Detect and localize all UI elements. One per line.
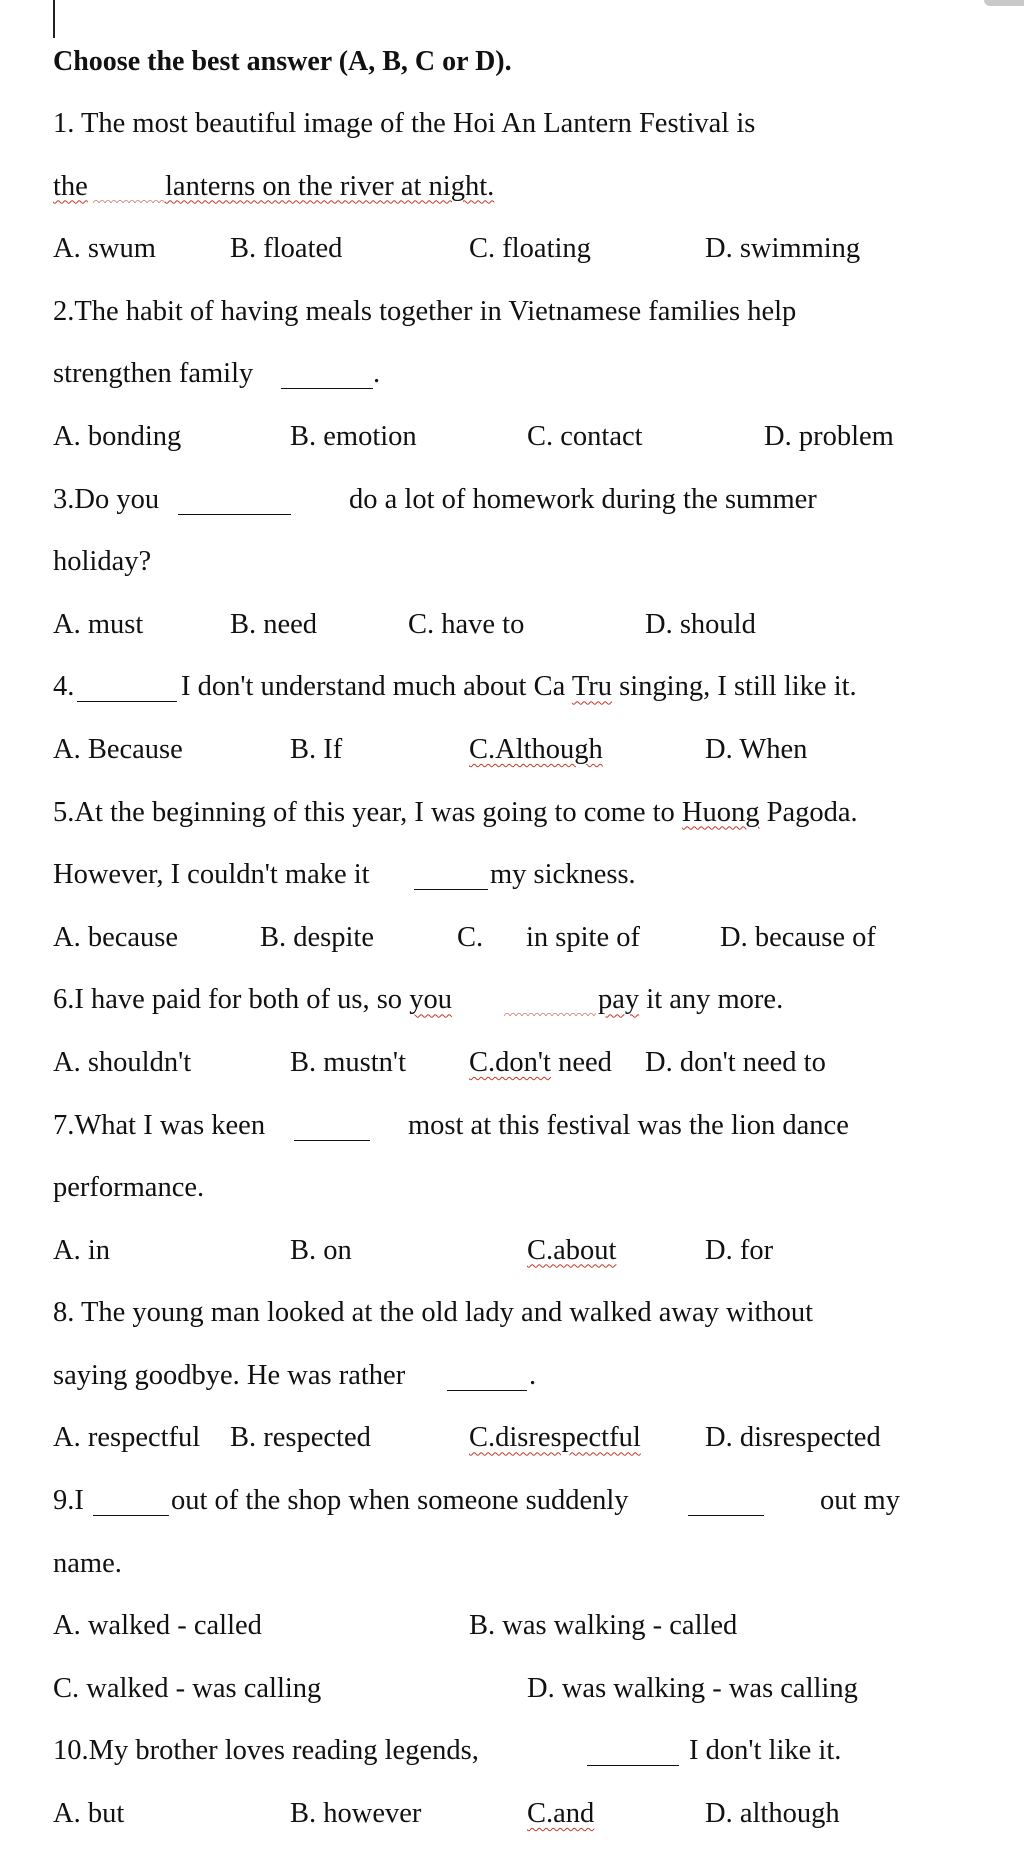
question-9-options-row-1 [53,1606,993,1669]
question-1-line-2: the lanterns on the river at night. [53,167,993,230]
answer-blank[interactable] [587,1731,679,1766]
option-a[interactable]: A. shouldn't [53,1046,192,1078]
option-d[interactable]: D. swimming [705,233,861,265]
option-d[interactable]: D. don't need to [645,1046,826,1078]
window-corner [984,0,1024,6]
question-2-line-1: 2.The habit of having meals together in Vietnamese families help [53,295,797,327]
answer-blank[interactable] [504,980,596,1014]
option-a[interactable]: A. respectful [53,1422,201,1454]
question-4-options [53,730,993,793]
option-c[interactable]: C. walked - was calling [53,1672,322,1704]
option-a[interactable]: A. swum [53,233,156,265]
option-b[interactable]: B. on [290,1234,352,1266]
text-cursor [53,0,55,38]
option-c[interactable]: C.Although [469,733,603,765]
option-d[interactable]: D. was walking - was calling [527,1672,858,1704]
question-9-line-1: 9.I out of the shop when someone suddenly out my [53,1481,993,1544]
question-8-options [53,1418,993,1481]
option-d[interactable]: D. disrespected [705,1422,881,1454]
option-a[interactable]: A. because [53,921,179,953]
option-a[interactable]: A. Because [53,733,183,765]
option-d[interactable]: D. should [645,608,756,640]
question-10-line-1: 10.My brother loves reading legends, I don't like it. [53,1731,993,1794]
question-5-line-1: 5.At the beginning of this year, I was going to come to Huong Pagoda. [53,796,858,828]
option-c[interactable]: C.about [527,1234,617,1266]
answer-blank[interactable] [178,480,291,515]
option-b[interactable]: B. need [230,608,318,640]
question-5-line-2: However, I couldn't make it my sickness. [53,855,993,918]
answer-blank[interactable] [414,855,488,890]
worksheet [53,42,993,1857]
question-5-options [53,918,993,981]
question-1-line-1: 1. The most beautiful image of the Hoi An Lantern Festival is [53,108,756,139]
option-c[interactable]: C.and [527,1798,595,1830]
option-a[interactable]: A. in [53,1234,110,1266]
option-b[interactable]: B. emotion [290,420,417,452]
option-b[interactable]: B. floated [230,233,343,265]
option-c-letter[interactable]: C. [457,921,484,953]
option-c[interactable]: C.disrespectful [469,1422,641,1454]
option-d[interactable]: D. When [705,733,808,765]
question-3-line-2: holiday? [53,546,152,578]
option-d[interactable]: D. because of [720,921,876,953]
question-6-options [53,1043,993,1106]
question-8-line-1: 8. The young man looked at the old lady and walked away without [53,1297,814,1329]
question-10-options [53,1794,993,1857]
question-2-options [53,417,993,480]
option-a[interactable]: A. walked - called [53,1610,262,1642]
option-a[interactable]: A. but [53,1798,125,1830]
question-7-line-2: performance. [53,1172,205,1204]
option-d[interactable]: D. problem [764,420,894,452]
question-8-line-2: saying goodbye. He was rather . [53,1356,993,1419]
question-1-options [53,229,993,292]
option-c[interactable]: in spite of [526,921,640,953]
option-c[interactable]: C. have to [408,608,525,640]
option-d[interactable]: D. for [705,1234,774,1266]
option-b[interactable]: B. however [290,1798,422,1830]
answer-blank[interactable] [294,1106,370,1141]
question-2-line-2: strengthen family . [53,354,993,417]
answer-blank[interactable] [93,167,165,201]
option-c[interactable]: C. contact [527,420,643,452]
option-b[interactable]: B. despite [260,921,374,953]
option-c[interactable]: C.don't need [469,1046,612,1078]
option-a[interactable]: A. must [53,608,144,640]
option-b[interactable]: B. was walking - called [469,1610,738,1642]
question-6-line-1: 6.I have paid for both of us, so you pay it any more. [53,980,993,1043]
option-c[interactable]: C. floating [469,233,591,265]
option-d[interactable]: D. although [705,1798,840,1830]
option-b[interactable]: B. If [290,733,343,765]
answer-blank[interactable] [77,667,177,702]
question-7-line-1: 7.What I was keen most at this festival was the lion dance [53,1106,993,1169]
option-a[interactable]: A. bonding [53,420,182,452]
answer-blank-2[interactable] [688,1481,764,1516]
question-3-line-1: 3.Do you do a lot of homework during the summer [53,480,993,543]
answer-blank[interactable] [281,354,373,389]
question-9-options-row-2 [53,1669,993,1732]
answer-blank-1[interactable] [93,1481,169,1516]
question-9-line-2: name. [53,1547,122,1579]
instructions-title: Choose the best answer (A, B, C or D). [53,46,512,77]
answer-blank[interactable] [447,1356,527,1391]
option-b[interactable]: B. respected [230,1422,371,1454]
question-7-options [53,1231,993,1294]
question-3-options [53,605,993,668]
option-b[interactable]: B. mustn't [290,1046,406,1078]
question-4-line-1: 4. I don't understand much about Ca Tru singing, I still like it. [53,667,993,730]
